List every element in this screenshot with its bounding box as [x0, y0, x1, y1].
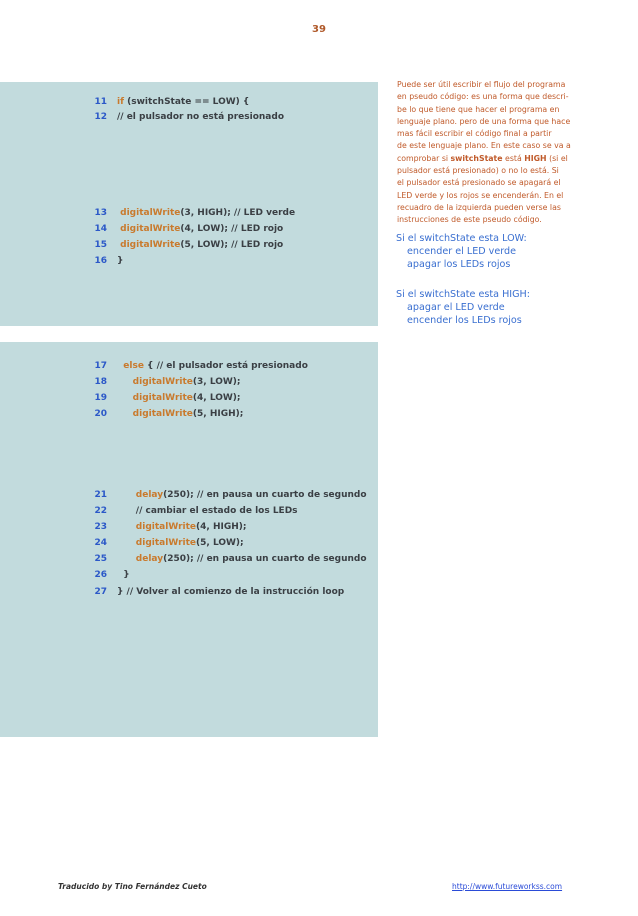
code-text	[117, 94, 249, 110]
explanation-line: recuadro de la izquierda pueden verse las	[397, 202, 561, 212]
explanation-line: mas fácil escribir el código final a partir	[397, 129, 552, 139]
code-fragment: }	[117, 256, 124, 266]
code-text	[117, 406, 243, 422]
line-number: 18	[94, 377, 107, 387]
line-number: 22	[94, 506, 107, 516]
code-keyword: digitalWrite	[117, 538, 197, 548]
code-fragment: }	[117, 570, 130, 580]
pseudo-line: apagar el LED verde	[407, 302, 505, 314]
explanation-text: (si el	[546, 153, 568, 163]
code-keyword: else	[117, 361, 144, 371]
code-keyword: digitalWrite	[117, 240, 181, 250]
code-text	[117, 390, 241, 406]
code-text	[117, 567, 130, 583]
code-fragment: (3, HIGH); // LED verde	[180, 208, 296, 218]
pseudo-heading: Si el switchState esta LOW:	[396, 233, 527, 244]
code-keyword: digitalWrite	[117, 377, 193, 387]
line-number: 13	[94, 208, 107, 218]
code-text	[117, 221, 283, 237]
code-text	[117, 535, 244, 551]
pseudo-code-high	[396, 288, 530, 328]
code-fragment: (5, HIGH);	[192, 409, 244, 419]
code-text	[117, 358, 308, 374]
explanation-line: instrucciones de este pseudo código.	[397, 215, 542, 225]
code-fragment: (250); // en pausa un cuarto de segundo	[163, 554, 367, 564]
code-keyword: if	[117, 97, 125, 107]
code-fragment: // cambiar el estado de los LEDs	[117, 506, 298, 516]
code-text	[117, 253, 123, 269]
code-text	[117, 374, 241, 390]
explanation-line: el pulsador está presionado se apagará el	[397, 178, 561, 188]
code-keyword: digitalWrite	[117, 409, 193, 419]
pseudo-line: encender el LED verde	[407, 246, 517, 258]
explanation-line-with-bold	[397, 153, 595, 165]
explanation-line: en pseudo código: es una forma que descri-	[397, 92, 569, 102]
code-fragment: // el pulsador no está presionado	[117, 112, 285, 122]
code-fragment: (5, LOW); // LED rojo	[180, 240, 284, 250]
page-number: 39	[312, 24, 326, 35]
explanation-paragraph	[397, 79, 595, 227]
pseudo-heading: Si el switchState esta HIGH:	[396, 289, 531, 300]
code-fragment: (4, LOW); // LED rojo	[180, 224, 284, 234]
explanation-text: comprobar si	[397, 153, 451, 163]
line-number: 14	[94, 224, 107, 234]
line-number: 26	[94, 570, 107, 580]
pseudo-line: apagar los LEDs rojos	[407, 259, 511, 271]
explanation-line: de este lenguaje plano. En este caso se va a	[397, 141, 571, 151]
line-number: 21	[94, 490, 107, 500]
code-text	[117, 519, 246, 535]
footer-credit: Traducido by Tino Fernández Cueto	[58, 882, 207, 891]
footer-link[interactable]: http://www.futureworkss.com	[452, 882, 563, 891]
code-fragment: (3, LOW);	[192, 377, 241, 387]
code-keyword: delay	[117, 490, 164, 500]
line-number: 23	[94, 522, 107, 532]
explanation-text: está	[502, 153, 525, 163]
code-keyword: digitalWrite	[117, 393, 193, 403]
code-text	[117, 487, 367, 503]
code-fragment: { // el pulsador está presionado	[143, 361, 308, 371]
code-text	[117, 109, 284, 125]
line-number: 20	[94, 409, 107, 419]
line-number: 24	[94, 538, 107, 548]
code-text	[117, 584, 344, 600]
line-number: 11	[94, 97, 107, 107]
bold-term-high: HIGH	[524, 153, 547, 163]
explanation-line: Puede ser útil escribir el flujo del programa	[397, 80, 566, 89]
code-keyword: digitalWrite	[117, 208, 181, 218]
line-number: 15	[94, 240, 107, 250]
line-number: 25	[94, 554, 107, 564]
line-number: 16	[94, 256, 107, 266]
explanation-line: lenguaje plano. pero de una forma que hace	[397, 116, 571, 126]
code-fragment: (4, LOW);	[192, 393, 241, 403]
code-text	[117, 237, 283, 253]
line-number: 19	[94, 393, 107, 403]
code-fragment: (5, LOW);	[196, 538, 244, 548]
code-keyword: delay	[117, 554, 164, 564]
code-fragment: (4, HIGH);	[196, 522, 247, 532]
code-text	[117, 503, 298, 519]
code-text	[117, 205, 295, 221]
pseudo-code-low	[396, 232, 527, 272]
explanation-line: pulsador está presionado) o no lo está. Si	[397, 166, 559, 176]
pseudo-line: encender los LEDs rojos	[407, 315, 522, 327]
code-fragment: } // Volver al comienzo de la instrucción loop	[117, 587, 345, 597]
line-number: 12	[94, 112, 107, 122]
code-fragment: (250); // en pausa un cuarto de segundo	[163, 490, 367, 500]
bold-term-switchstate: switchState	[450, 153, 503, 163]
explanation-line: LED verde y los rojos se encenderán. En el	[397, 190, 564, 200]
line-number: 27	[94, 587, 107, 597]
code-keyword: digitalWrite	[117, 522, 197, 532]
explanation-line: be lo que tiene que hacer el programa en	[397, 104, 560, 114]
line-number: 17	[94, 361, 107, 371]
code-text	[117, 551, 367, 567]
code-fragment: (switchState == LOW) {	[124, 97, 250, 107]
code-keyword: digitalWrite	[117, 224, 181, 234]
